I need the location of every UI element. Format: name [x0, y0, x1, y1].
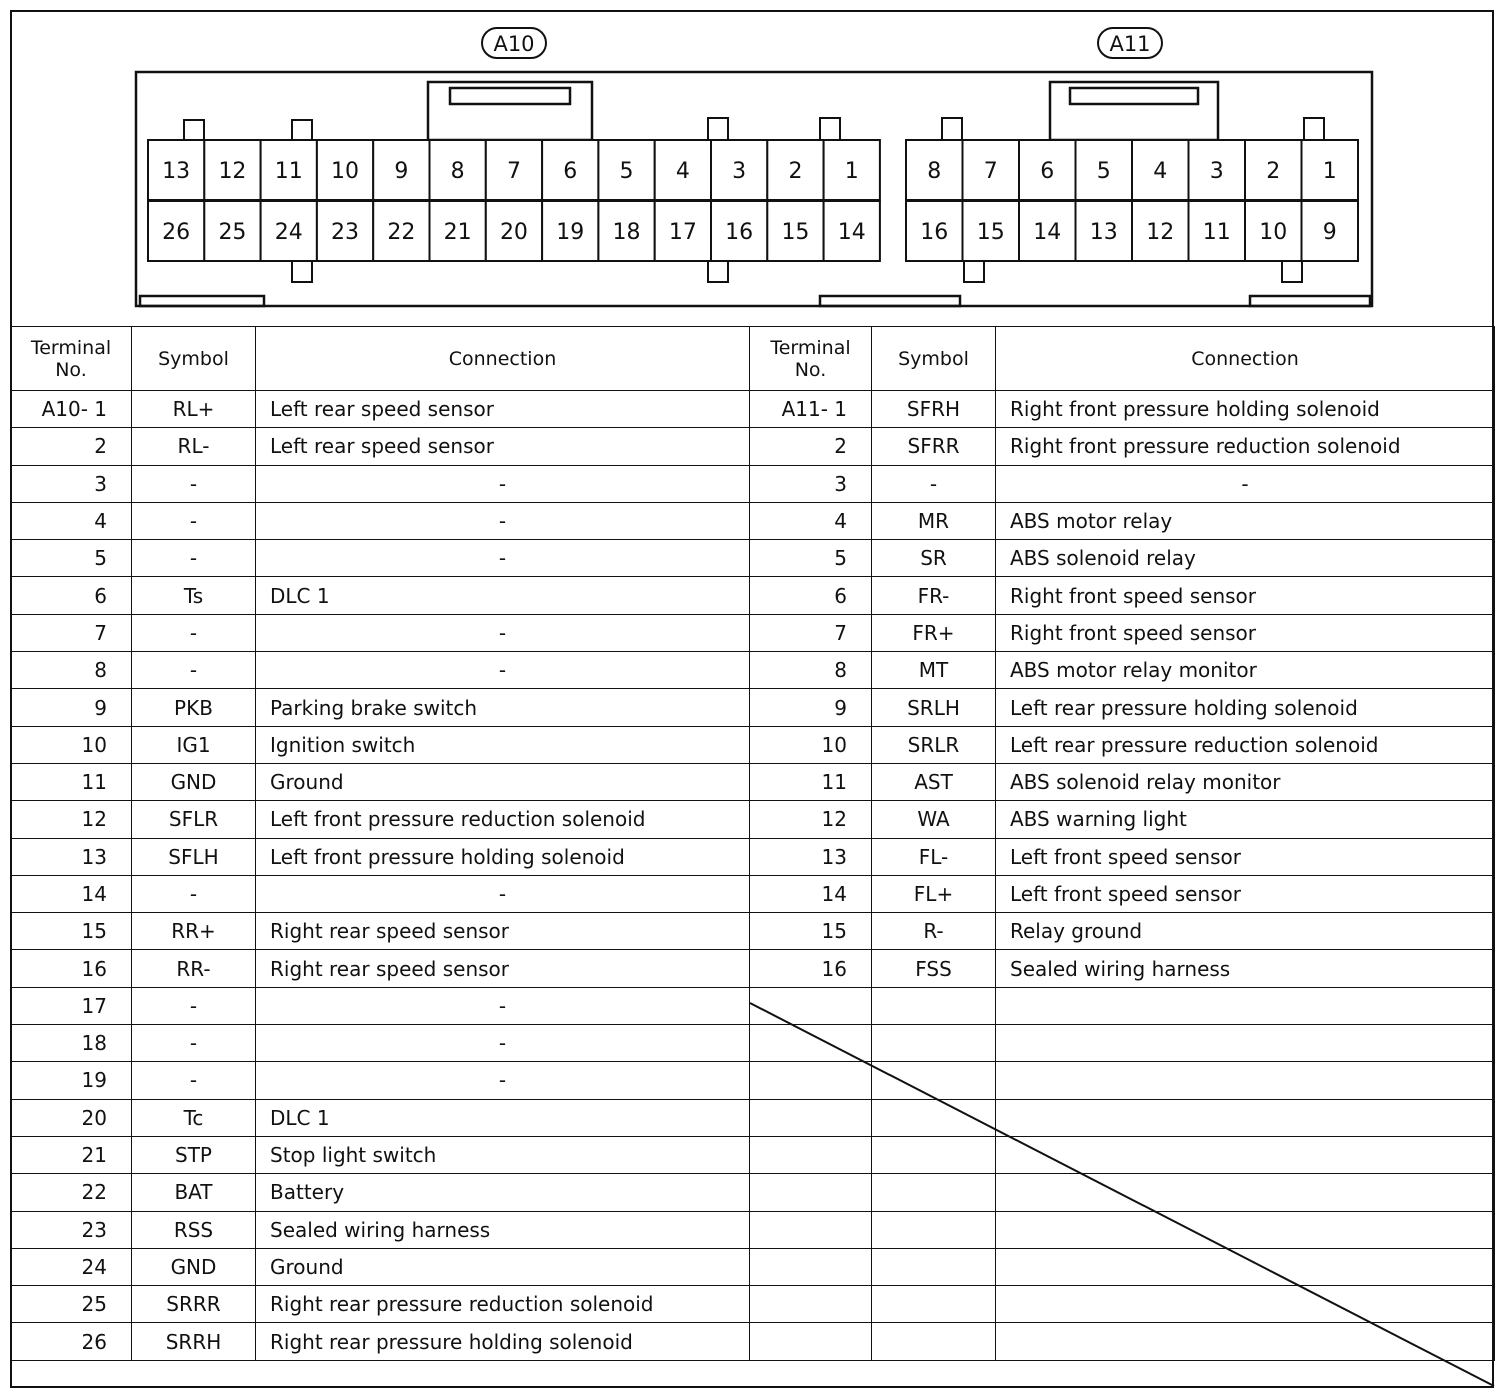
a10-symbol-cell: RSS: [132, 1211, 256, 1248]
a10-connection-cell: DLC 1: [256, 577, 750, 614]
header-terminal-a11: Terminal No.: [750, 327, 872, 391]
connector-a10-label: [482, 28, 546, 58]
a11-pin-2-label: 2: [1266, 159, 1281, 184]
a10-connection-cell: Parking brake switch: [256, 689, 750, 726]
a10-terminal-cell: 9: [11, 689, 132, 726]
a10-connection-cell: Right rear speed sensor: [256, 913, 750, 950]
a11-empty-connection-cell: [996, 1248, 1495, 1285]
a11-empty-symbol-cell: [872, 1286, 996, 1323]
a10-pin-17-label: 17: [668, 220, 697, 245]
a10-terminal-cell: 3: [11, 465, 132, 502]
a10-connection-cell: Right rear pressure reduction solenoid: [256, 1286, 750, 1323]
a10-terminal-cell: 2: [11, 428, 132, 465]
a10-symbol-cell: RR+: [132, 913, 256, 950]
a10-symbol-cell: RL+: [132, 391, 256, 428]
a11-empty-connection-cell: [996, 1286, 1495, 1323]
a10-symbol-cell: Tc: [132, 1099, 256, 1136]
a10-symbol-cell: RL-: [132, 428, 256, 465]
a11-connection-cell: Right front pressure reduction solenoid: [996, 428, 1495, 465]
a10-connection-cell: -: [256, 614, 750, 651]
key-tab: [292, 120, 312, 142]
a11-connection-cell: Left front speed sensor: [996, 838, 1495, 875]
table-row: [11, 1136, 1495, 1173]
a11-pin-6-label: 6: [1040, 159, 1055, 184]
a11-empty-terminal-cell: [750, 1174, 872, 1211]
a11-terminal-cell: 7: [750, 614, 872, 651]
a11-symbol-cell: R-: [872, 913, 996, 950]
a10-pin-26-label: 26: [162, 220, 191, 245]
a11-pin-10-label: 10: [1259, 220, 1288, 245]
connector-a11-title: A11: [1109, 32, 1151, 56]
table-row: [11, 577, 1495, 614]
a11-symbol-cell: SR: [872, 540, 996, 577]
a10-pin-1-label: 1: [844, 159, 859, 184]
a10-pin-21-label: 21: [443, 220, 472, 245]
table-row: [11, 540, 1495, 577]
a11-symbol-cell: SFRH: [872, 391, 996, 428]
a10-symbol-cell: RR-: [132, 950, 256, 987]
a11-terminal-cell: 2: [750, 428, 872, 465]
a10-symbol-cell: IG1: [132, 726, 256, 763]
a11-connection-cell: Right front speed sensor: [996, 577, 1495, 614]
a11-symbol-cell: FL+: [872, 875, 996, 912]
a11-pin-4-label: 4: [1153, 159, 1168, 184]
a10-terminal-cell: 19: [11, 1062, 132, 1099]
table-row: [11, 465, 1495, 502]
a10-terminal-cell: 4: [11, 502, 132, 539]
table-row: [11, 950, 1495, 987]
a11-empty-connection-cell: [996, 1025, 1495, 1062]
a11-pin-13-label: 13: [1089, 220, 1118, 245]
a10-pin-10-label: 10: [331, 159, 360, 184]
a10-terminal-cell: A10- 1: [11, 391, 132, 428]
a10-connection-cell: Ignition switch: [256, 726, 750, 763]
a11-connection-cell: ABS warning light: [996, 801, 1495, 838]
a11-terminal-cell: 16: [750, 950, 872, 987]
a10-pin-19-label: 19: [556, 220, 585, 245]
a11-empty-symbol-cell: [872, 1062, 996, 1099]
a10-symbol-cell: STP: [132, 1136, 256, 1173]
key-tab: [942, 118, 962, 140]
a11-empty-connection-cell: [996, 1099, 1495, 1136]
a10-symbol-cell: SFLH: [132, 838, 256, 875]
a10-symbol-cell: GND: [132, 763, 256, 800]
table-header-row: [11, 327, 1495, 391]
a10-connection-cell: -: [256, 987, 750, 1024]
a10-symbol-cell: -: [132, 540, 256, 577]
key-tab: [1304, 118, 1324, 140]
a11-connection-cell: ABS solenoid relay monitor: [996, 763, 1495, 800]
a11-empty-terminal-cell: [750, 1286, 872, 1323]
header-symbol-a11: Symbol: [872, 327, 996, 391]
a10-connection-cell: Ground: [256, 1248, 750, 1285]
a11-pin-16-label: 16: [920, 220, 949, 245]
header-symbol-a10: Symbol: [132, 327, 256, 391]
a10-pin-6-label: 6: [563, 159, 578, 184]
a10-terminal-cell: 18: [11, 1025, 132, 1062]
a11-connection-cell: Right front pressure holding solenoid: [996, 391, 1495, 428]
a10-symbol-cell: BAT: [132, 1174, 256, 1211]
a10-connection-cell: Left rear speed sensor: [256, 391, 750, 428]
a10-connection-cell: -: [256, 1025, 750, 1062]
a11-empty-connection-cell: [996, 1136, 1495, 1173]
a10-connection-cell: Left front pressure holding solenoid: [256, 838, 750, 875]
a10-pin-24-label: 24: [274, 220, 303, 245]
a10-connection-cell: Left rear speed sensor: [256, 428, 750, 465]
a11-connection-cell: Sealed wiring harness: [996, 950, 1495, 987]
a10-pin-25-label: 25: [218, 220, 247, 245]
a10-pin-3-label: 3: [732, 159, 747, 184]
table-row: [11, 1286, 1495, 1323]
a11-empty-symbol-cell: [872, 1099, 996, 1136]
table-row: [11, 801, 1495, 838]
a11-pin-15-label: 15: [976, 220, 1005, 245]
a11-empty-connection-cell: [996, 987, 1495, 1024]
a11-terminal-cell: 12: [750, 801, 872, 838]
a10-connection-cell: Right rear pressure holding solenoid: [256, 1323, 750, 1360]
a10-connection-cell: DLC 1: [256, 1099, 750, 1136]
table-row: [11, 1025, 1495, 1062]
a10-terminal-cell: 25: [11, 1286, 132, 1323]
a10-symbol-cell: PKB: [132, 689, 256, 726]
a10-connection-cell: Battery: [256, 1174, 750, 1211]
a11-empty-connection-cell: [996, 1211, 1495, 1248]
a10-symbol-cell: Ts: [132, 577, 256, 614]
connector-a11-pins: [906, 118, 1358, 282]
a10-symbol-cell: -: [132, 875, 256, 912]
a10-pin-8-label: 8: [450, 159, 465, 184]
table-row: [11, 1174, 1495, 1211]
a11-symbol-cell: WA: [872, 801, 996, 838]
a11-terminal-cell: 8: [750, 652, 872, 689]
a10-pin-15-label: 15: [781, 220, 810, 245]
a11-connection-cell: ABS motor relay: [996, 502, 1495, 539]
key-tab: [820, 118, 840, 140]
a10-terminal-cell: 6: [11, 577, 132, 614]
a11-symbol-cell: FL-: [872, 838, 996, 875]
a10-terminal-cell: 5: [11, 540, 132, 577]
a11-empty-terminal-cell: [750, 1323, 872, 1360]
a10-terminal-cell: 14: [11, 875, 132, 912]
a11-terminal-cell: 11: [750, 763, 872, 800]
a11-connection-cell: Left rear pressure holding solenoid: [996, 689, 1495, 726]
a10-symbol-cell: SRRR: [132, 1286, 256, 1323]
a10-symbol-cell: -: [132, 465, 256, 502]
a10-terminal-cell: 20: [11, 1099, 132, 1136]
a10-terminal-cell: 22: [11, 1174, 132, 1211]
a11-empty-terminal-cell: [750, 1062, 872, 1099]
a11-symbol-cell: FSS: [872, 950, 996, 987]
a10-terminal-cell: 13: [11, 838, 132, 875]
a10-symbol-cell: SFLR: [132, 801, 256, 838]
table-row: [11, 689, 1495, 726]
a11-symbol-cell: MT: [872, 652, 996, 689]
table-row: [11, 391, 1495, 428]
a10-pin-9-label: 9: [394, 159, 409, 184]
a10-pin-2-label: 2: [788, 159, 803, 184]
a10-pin-16-label: 16: [725, 220, 754, 245]
a10-pin-23-label: 23: [331, 220, 360, 245]
a11-symbol-cell: SRLR: [872, 726, 996, 763]
a11-pin-11-label: 11: [1202, 220, 1231, 245]
table-row: [11, 838, 1495, 875]
a11-empty-connection-cell: [996, 1174, 1495, 1211]
table-row: [11, 652, 1495, 689]
a10-connection-cell: -: [256, 502, 750, 539]
key-tab: [708, 118, 728, 140]
a11-terminal-cell: 3: [750, 465, 872, 502]
a10-connection-cell: -: [256, 465, 750, 502]
a11-terminal-cell: 9: [750, 689, 872, 726]
a10-symbol-cell: SRRH: [132, 1323, 256, 1360]
a11-pin-14-label: 14: [1033, 220, 1062, 245]
a10-terminal-cell: 8: [11, 652, 132, 689]
a11-empty-terminal-cell: [750, 1025, 872, 1062]
a10-pin-12-label: 12: [218, 159, 247, 184]
connector-diagram: [0, 0, 1504, 326]
a11-connection-cell: Left front speed sensor: [996, 875, 1495, 912]
a11-empty-terminal-cell: [750, 1099, 872, 1136]
a11-empty-connection-cell: [996, 1323, 1495, 1360]
a10-pin-11-label: 11: [274, 159, 303, 184]
a11-pin-9-label: 9: [1322, 220, 1337, 245]
a10-pin-4-label: 4: [675, 159, 690, 184]
table-row: [11, 987, 1495, 1024]
a10-symbol-cell: -: [132, 652, 256, 689]
a11-empty-connection-cell: [996, 1062, 1495, 1099]
a11-pin-8-label: 8: [927, 159, 942, 184]
a10-symbol-cell: -: [132, 987, 256, 1024]
a10-terminal-cell: 23: [11, 1211, 132, 1248]
a11-empty-terminal-cell: [750, 1248, 872, 1285]
a11-pin-3-label: 3: [1209, 159, 1224, 184]
a10-terminal-cell: 26: [11, 1323, 132, 1360]
a11-terminal-cell: 6: [750, 577, 872, 614]
a11-symbol-cell: SFRR: [872, 428, 996, 465]
a10-pin-18-label: 18: [612, 220, 641, 245]
a11-terminal-cell: A11- 1: [750, 391, 872, 428]
a11-empty-symbol-cell: [872, 1136, 996, 1173]
a11-connection-cell: ABS motor relay monitor: [996, 652, 1495, 689]
a10-connection-cell: -: [256, 652, 750, 689]
a11-empty-terminal-cell: [750, 987, 872, 1024]
a10-connection-cell: -: [256, 540, 750, 577]
a10-terminal-cell: 24: [11, 1248, 132, 1285]
table-row: [11, 1211, 1495, 1248]
a10-connection-cell: -: [256, 875, 750, 912]
a11-pin-12-label: 12: [1146, 220, 1175, 245]
a11-terminal-cell: 13: [750, 838, 872, 875]
a10-symbol-cell: -: [132, 1062, 256, 1099]
a10-connection-cell: Stop light switch: [256, 1136, 750, 1173]
header-terminal-a10: Terminal No.: [11, 327, 132, 391]
a11-empty-symbol-cell: [872, 987, 996, 1024]
a11-pin-1-label: 1: [1322, 159, 1337, 184]
a10-connection-cell: -: [256, 1062, 750, 1099]
a11-terminal-cell: 14: [750, 875, 872, 912]
a10-terminal-cell: 16: [11, 950, 132, 987]
a10-pin-22-label: 22: [387, 220, 416, 245]
a10-terminal-cell: 17: [11, 987, 132, 1024]
a10-symbol-cell: -: [132, 1025, 256, 1062]
table-row: [11, 726, 1495, 763]
table-row: [11, 763, 1495, 800]
connector-a10-pins: [148, 118, 880, 282]
a10-terminal-cell: 15: [11, 913, 132, 950]
a11-symbol-cell: AST: [872, 763, 996, 800]
header-connection-a11: Connection: [996, 327, 1495, 391]
connector-a11-label: [1098, 28, 1162, 58]
a10-symbol-cell: GND: [132, 1248, 256, 1285]
table-row: [11, 1248, 1495, 1285]
a10-terminal-cell: 12: [11, 801, 132, 838]
a10-terminal-cell: 7: [11, 614, 132, 651]
a11-symbol-cell: MR: [872, 502, 996, 539]
a10-pin-7-label: 7: [506, 159, 521, 184]
table-row: [11, 913, 1495, 950]
a11-terminal-cell: 15: [750, 913, 872, 950]
a11-empty-terminal-cell: [750, 1136, 872, 1173]
a10-pin-14-label: 14: [837, 220, 866, 245]
a11-symbol-cell: -: [872, 465, 996, 502]
a11-terminal-cell: 5: [750, 540, 872, 577]
a10-pin-5-label: 5: [619, 159, 634, 184]
a10-connection-cell: Sealed wiring harness: [256, 1211, 750, 1248]
key-tab: [184, 120, 204, 142]
a10-pin-20-label: 20: [499, 220, 528, 245]
a11-terminal-cell: 4: [750, 502, 872, 539]
a10-symbol-cell: -: [132, 614, 256, 651]
table-row: [11, 614, 1495, 651]
a11-pin-7-label: 7: [983, 159, 998, 184]
a11-terminal-cell: 10: [750, 726, 872, 763]
a10-pin-13-label: 13: [162, 159, 191, 184]
a10-terminal-cell: 10: [11, 726, 132, 763]
a11-symbol-cell: FR-: [872, 577, 996, 614]
a10-connection-cell: Left front pressure reduction solenoid: [256, 801, 750, 838]
terminal-table: [10, 326, 1495, 1361]
header-connection-a10: Connection: [256, 327, 750, 391]
table-row: [11, 1099, 1495, 1136]
a11-empty-symbol-cell: [872, 1248, 996, 1285]
a11-symbol-cell: FR+: [872, 614, 996, 651]
a11-empty-symbol-cell: [872, 1025, 996, 1062]
a11-symbol-cell: SRLH: [872, 689, 996, 726]
a11-connection-cell: -: [996, 465, 1495, 502]
a11-connection-cell: Left rear pressure reduction solenoid: [996, 726, 1495, 763]
a10-terminal-cell: 21: [11, 1136, 132, 1173]
a11-empty-terminal-cell: [750, 1211, 872, 1248]
table-row: [11, 502, 1495, 539]
a11-connection-cell: ABS solenoid relay: [996, 540, 1495, 577]
a11-empty-symbol-cell: [872, 1174, 996, 1211]
a10-connection-cell: Right rear speed sensor: [256, 950, 750, 987]
a11-connection-cell: Right front speed sensor: [996, 614, 1495, 651]
a11-empty-symbol-cell: [872, 1211, 996, 1248]
table-row: [11, 428, 1495, 465]
a10-terminal-cell: 11: [11, 763, 132, 800]
a11-empty-symbol-cell: [872, 1323, 996, 1360]
connector-a10-title: A10: [493, 32, 535, 56]
a11-connection-cell: Relay ground: [996, 913, 1495, 950]
table-row: [11, 1323, 1495, 1360]
a10-symbol-cell: -: [132, 502, 256, 539]
table-row: [11, 1062, 1495, 1099]
a11-pin-5-label: 5: [1096, 159, 1111, 184]
a10-connection-cell: Ground: [256, 763, 750, 800]
table-row: [11, 875, 1495, 912]
